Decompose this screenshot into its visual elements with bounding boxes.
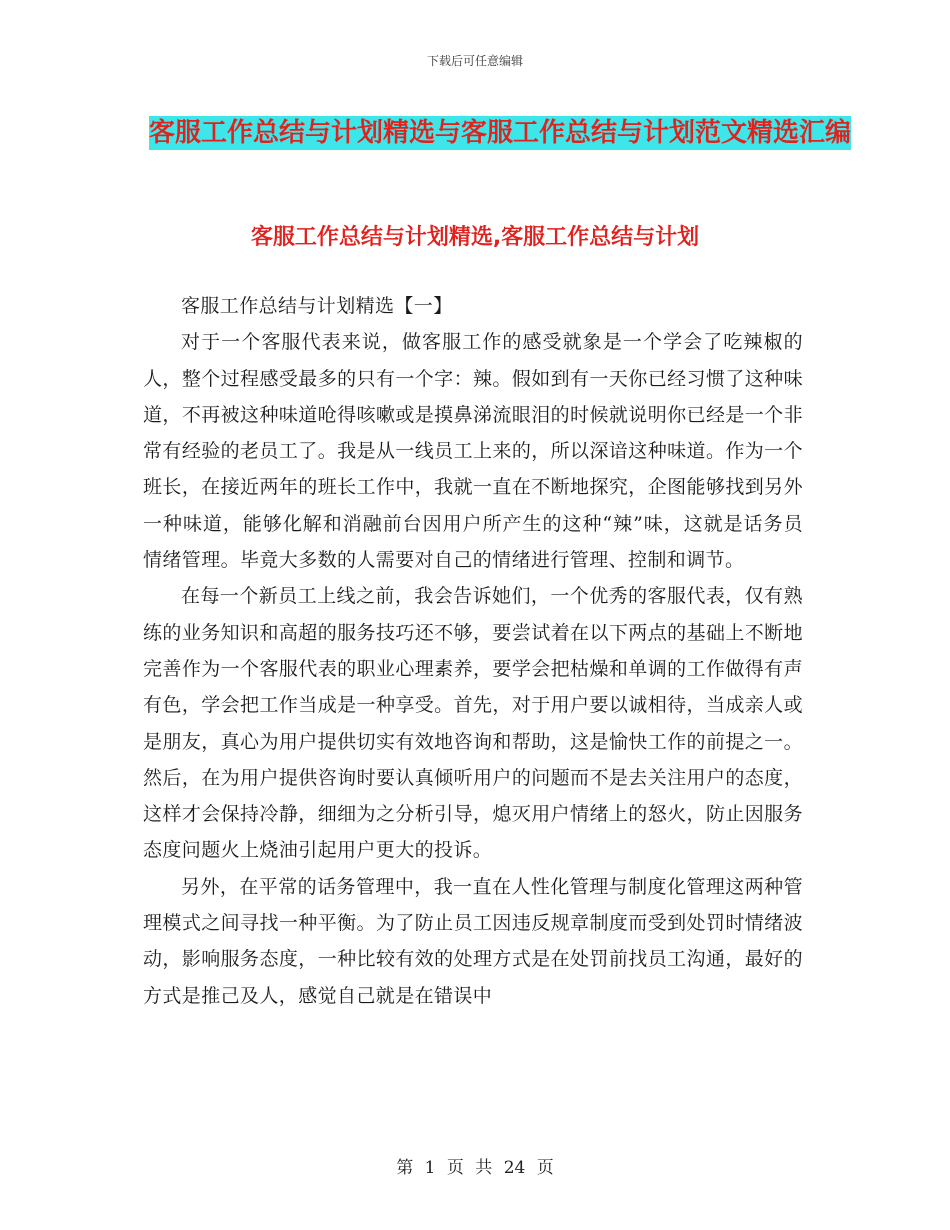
document-title-text: 客服工作总结与计划精选与客服工作总结与计划范文精选汇编 bbox=[148, 118, 851, 148]
paragraph: 另外，在平常的话务管理中，我一直在人性化管理与制度化管理这两种管理模式之间寻找一种平衡。为了防止员工因违反规章制度而受到处罚时情绪波动，影响服务态度，一种比较有效的处理方式是在处罚前找员工沟通，最好的方式是推己及人，感觉自己就是在错误中 bbox=[143, 875, 803, 1007]
paragraph: 在每一个新员工上线之前，我会告诉她们，一个优秀的客服代表，仅有熟练的业务知识和高超的服务技巧还不够，要尝试着在以下两点的基础上不断地完善作为一个客服代表的职业心理素养，要学会把枯燥和单调的工作做得有声有色，学会把工作当成是一种享受。首先，对于用户要以诚相待，当成亲人或是朋友，真心为用户提供切实有效地咨询和帮助，这是愉快工作的前提之一。然后，在为用户提供咨询时要认真倾听用户的问题而不是去关注用户的态度，这样才会保持冷静，细细为之分析引导，熄灭用户情绪上的怒火，防止因服务态度问题火上烧油引起用户更大的投诉。 bbox=[143, 585, 803, 862]
page-header-note: 下载后可任意编辑 bbox=[426, 54, 523, 68]
document-body bbox=[143, 288, 803, 1014]
paragraph: 对于一个客服代表来说，做客服工作的感受就象是一个学会了吃辣椒的人，整个过程感受最多的只有一个字：辣。假如到有一天你已经习惯了这种味道，不再被这种味道呛得咳嗽或是摸鼻涕流眼泪的时候就说明你已经是一个非常有经验的老员工了。我是从一线员工上来的，所以深谙这种味道。作为一个班长，在接近两年的班长工作中，我就一直在不断地探究，企图能够找到另外一种味道，能够化解和消融前台因用户所产生的这种“辣”味，这就是话务员情绪管理。毕竟大多数的人需要对自己的情绪进行管理、控制和调节。 bbox=[143, 331, 803, 572]
document-title bbox=[140, 110, 860, 156]
document-subtitle: 客服工作总结与计划精选,客服工作总结与计划 bbox=[250, 225, 700, 250]
section-heading: 客服工作总结与计划精选【一】 bbox=[181, 295, 453, 317]
page-number: 第 1 页 共 24 页 bbox=[396, 1158, 554, 1178]
